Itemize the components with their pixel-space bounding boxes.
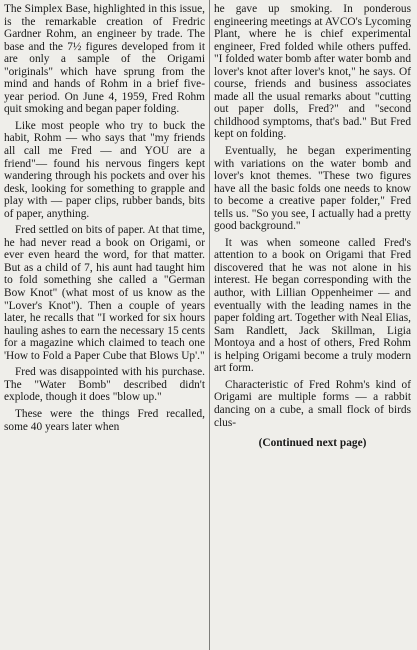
paragraph-bits-of-paper: Fred settled on bits of paper. At that time, he had never read a book on Origami, or ever even heard the word, for that matter. But as a child of 7, his aunt had taught him to fold something she called a "German Bow Knot" (what most of us know as the "Lover's Knot"). Then a couple of years later, he recalls that "I worked for six hours hauling ashes to earn the necessary 15 cents for a magazine which claimed to teach one 'How to Fold a Paper Cube that Blows Up'." <box>4 224 205 362</box>
article-right-column <box>214 3 411 450</box>
paragraph-origami-book: It was when someone called Fred's attention to a book on Origami that Fred discovered that he was not alone in his interest. He began corresponding with the author, with Lillian Oppenheimer — and eventually with the leading names in the paper folding art. Together with Neal Elias, Sam Randlett, Jack Skillman, Ligia Montoya and a host of others, Fred Rohm is helping Origami become a truly modern art form. <box>214 236 411 375</box>
column-divider <box>209 0 210 650</box>
paragraph-characteristic: Characteristic of Fred Rohm's kind of Origami are multiple forms — a rabbit dancing on a cube, a small flock of birds clus- <box>214 378 411 429</box>
paragraph-gave-up-smoking: he gave up smoking. In ponderous engineering meetings at AVCO's Lycoming Plant, where he is chief experimental engineer, Fred folded while others puffed. "I folded water bomb after water bomb and lover's knot after lover's knot," he says. Of course, friends and business associates made all the usual remarks about "cutting out paper dolls, Fred?" and "second childhood symptoms, that's bad." But Fred kept on folding. <box>214 3 411 141</box>
article-left-column <box>4 3 205 437</box>
continued-next-page: (Continued next page) <box>258 437 367 450</box>
paragraph-intro: The Simplex Base, highlighted in this issue, is the remarkable creation of Fredric Gardner Rohm, an engineer by trade. The base and the 7½ figures developed from it are only a sample of the Origami "originals" which have sprung from the mind and hands of Rohm in a brief five-year period. On June 4, 1959, Fred Rohm quit smoking and began paper folding. <box>4 3 205 116</box>
paragraph-disappointed: Fred was disappointed with his purchase. The "Water Bomb" described didn't explode, though it does "blow up." <box>4 366 205 404</box>
paragraph-habit: Like most people who try to buck the habit, Rohm — who says that "my friends all call me Fred — and YOU are a friend"— found his nervous fingers kept wandering through his pockets and over his desk, looking for something to grapple and play with — paper clips, rubber bands, bits of paper, anything. <box>4 119 205 220</box>
paragraph-recalled: These were the things Fred recalled, some 40 years later when <box>4 407 205 433</box>
paragraph-experimenting: Eventually, he began experimenting with variations on the water bomb and lover's knot themes. "These two figures have all the basic folds one needs to know to become a creative paper folder," Fred tells us. "So you see, I actually had a pretty good background." <box>214 145 411 233</box>
